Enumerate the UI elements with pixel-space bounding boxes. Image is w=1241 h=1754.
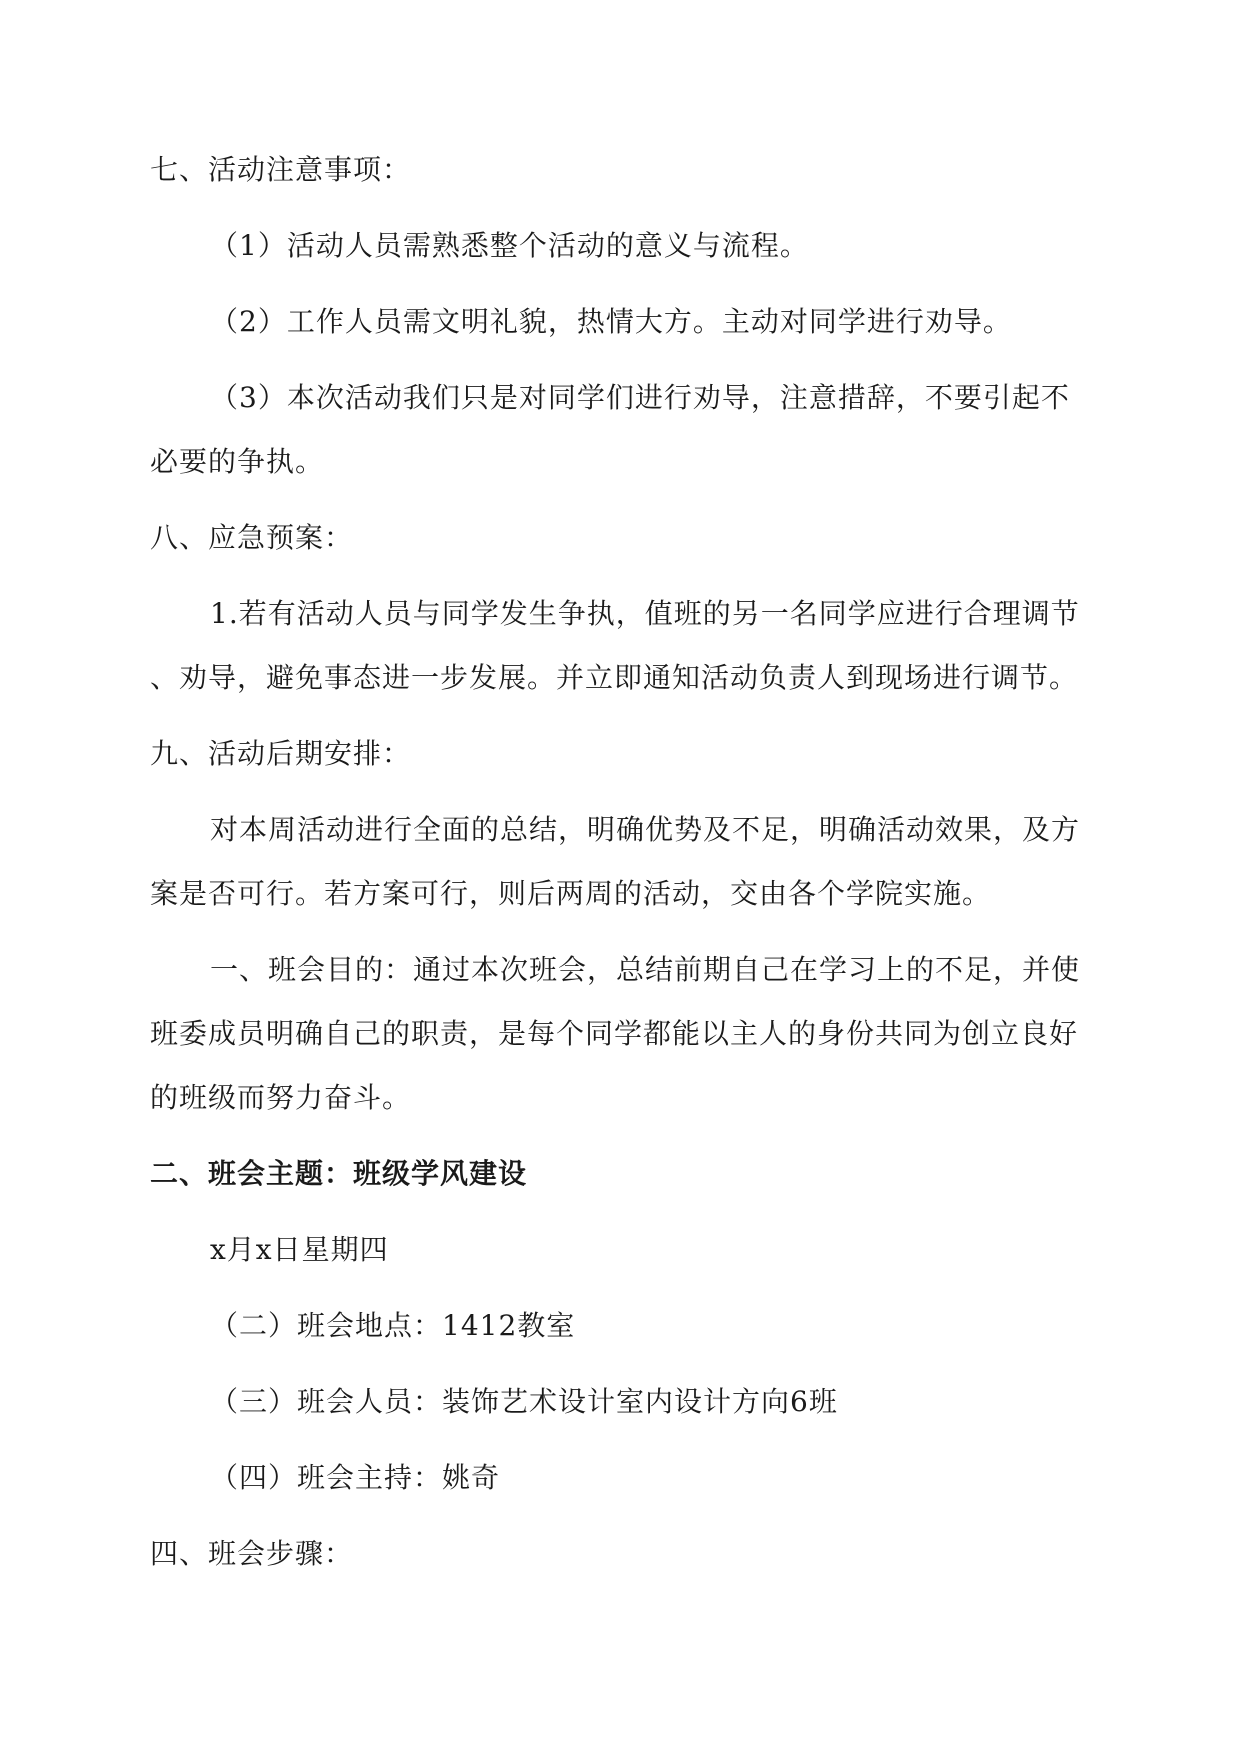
section-heading-9: 九、活动后期安排： — [150, 737, 412, 770]
list-item-1: （1）活动人员需熟悉整个活动的意义与流程。 — [210, 229, 809, 262]
meeting-location: （二）班会地点：1412教室 — [210, 1309, 576, 1342]
paragraph-emergency: 1.若有活动人员与同学发生争执，值班的另一名同学应进行合理调节 — [210, 597, 1080, 630]
list-item-3: （3）本次活动我们只是对同学们进行劝导，注意措辞，不要引起不 — [210, 381, 1070, 414]
meeting-date: x月x日星期四 — [210, 1233, 389, 1266]
meeting-attendees: （三）班会人员：装饰艺术设计室内设计方向6班 — [210, 1385, 838, 1418]
paragraph-meeting-purpose-continued-1: 班委成员明确自己的职责，是每个同学都能以主人的身份共同为创立良好 — [150, 1017, 1079, 1050]
meeting-host: （四）班会主持：姚奇 — [210, 1461, 501, 1494]
list-item-3-continued: 必要的争执。 — [150, 445, 325, 478]
list-item-2: （2）工作人员需文明礼貌，热情大方。主动对同学进行劝导。 — [210, 305, 1012, 338]
paragraph-followup: 对本周活动进行全面的总结，明确优势及不足，明确活动效果，及方 — [210, 813, 1081, 846]
meeting-theme-heading: 二、班会主题：班级学风建设 — [150, 1157, 528, 1190]
paragraph-followup-continued: 案是否可行。若方案可行，则后两周的活动，交由各个学院实施。 — [150, 877, 992, 910]
paragraph-emergency-continued: 、劝导，避免事态进一步发展。并立即通知活动负责人到现场进行调节。 — [150, 661, 1079, 694]
section-heading-8: 八、应急预案： — [150, 521, 354, 554]
meeting-steps-heading: 四、班会步骤： — [150, 1537, 354, 1570]
section-heading-7: 七、活动注意事项： — [150, 153, 412, 186]
paragraph-meeting-purpose: 一、班会目的：通过本次班会，总结前期自己在学习上的不足，并使 — [210, 953, 1081, 986]
paragraph-meeting-purpose-continued-2: 的班级而努力奋斗。 — [150, 1081, 412, 1114]
